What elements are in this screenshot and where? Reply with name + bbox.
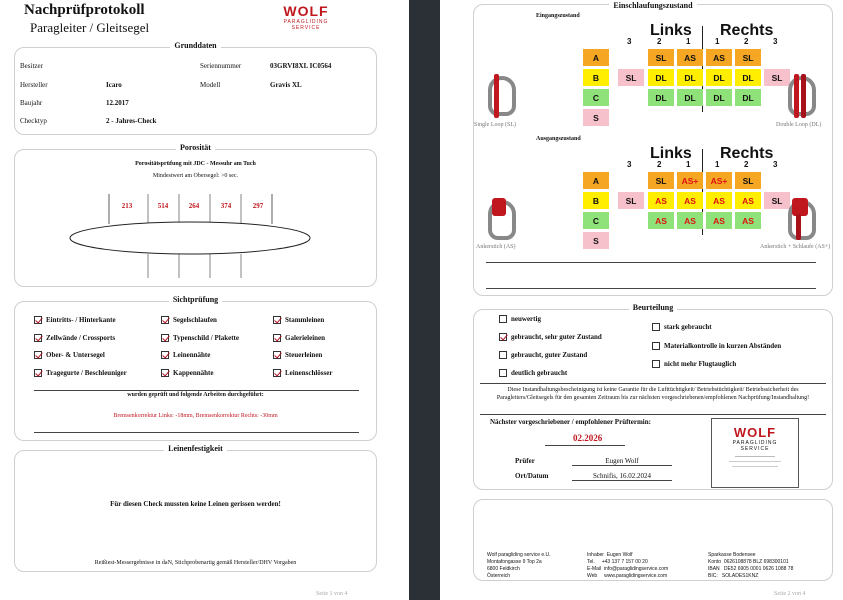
line-cell: SL	[764, 192, 790, 209]
sicht-item-label: Leinennähte	[173, 351, 211, 359]
footer-line: E-Mail info@paraglidingservice.com	[587, 566, 669, 572]
beurteilung-option	[499, 351, 587, 359]
line-cell: SL	[618, 69, 644, 86]
ankerstich-image	[486, 198, 520, 244]
page-subtitle: Paragleiter / Gleitsegel	[30, 20, 150, 35]
column-number: 2	[657, 160, 662, 169]
line-cell: DL	[648, 69, 674, 86]
protocol-page-1	[0, 0, 409, 600]
next-check-date: 02.2026	[573, 433, 603, 443]
footer-line: IBAN DE52 6905 0001 0626 1088 78	[708, 566, 794, 572]
checkbox[interactable]	[161, 334, 169, 342]
line-cell: AS	[677, 212, 703, 229]
checkbox[interactable]	[161, 316, 169, 324]
line-cell: AS	[648, 212, 674, 229]
sicht-item-label: Typenschild / Plakette	[173, 334, 239, 342]
sicht-item-label: Ober- & Untersegel	[46, 351, 105, 359]
beurteilung-title: Beurteilung	[629, 303, 677, 312]
next-check-label: Nächster vorgeschriebener / empfohlener Prüftermin:	[490, 418, 651, 426]
footer-line: Österreich	[487, 573, 511, 579]
sicht-item	[273, 334, 325, 342]
column-number: 3	[627, 37, 632, 46]
line-cell: SL	[735, 49, 761, 66]
sicht-item-label: Segelschlaufen	[173, 316, 217, 324]
page-title: Nachprüfprotokoll	[24, 2, 145, 18]
footer-line: Sparkasse Bodensee	[708, 552, 756, 558]
arbeiten-label: wurden geprüft und folgende Arbeiten durchgeführt:	[127, 392, 264, 398]
hersteller-label: Hersteller	[20, 81, 48, 89]
checkbox[interactable]	[499, 369, 507, 377]
single-loop-label: Single Loop (SL)	[474, 122, 516, 128]
ankerstich-label: Ankerstich (AS)	[476, 244, 516, 250]
sicht-item	[34, 334, 115, 342]
line-cell: AS	[735, 192, 761, 209]
sicht-item	[34, 316, 116, 324]
rechts-header: Rechts	[720, 145, 774, 162]
column-number: 1	[686, 160, 691, 169]
footer-line: Konto 0626108878 BLZ 698300101	[708, 559, 789, 565]
ankerstich-plus-image	[786, 198, 820, 244]
line-cell: AS+	[677, 172, 703, 189]
line-cell: DL	[706, 89, 732, 106]
line-cell: DL	[677, 89, 703, 106]
single-loop-image	[486, 74, 520, 120]
checkbox[interactable]	[499, 333, 507, 341]
line-cell: AS	[735, 212, 761, 229]
row-label-B: B	[583, 192, 609, 209]
sicht-item-label: Kappennähte	[173, 369, 214, 377]
grunddaten-title: Grunddaten	[170, 41, 220, 50]
ort-label: Ort/Datum	[515, 472, 549, 480]
column-number: 1	[715, 37, 720, 46]
beurteilung-option	[499, 333, 602, 341]
column-number: 3	[773, 160, 778, 169]
line-cell: SL	[764, 69, 790, 86]
sicht-item	[161, 369, 213, 377]
row-label-S: S	[583, 109, 609, 126]
line-cell: AS	[706, 192, 732, 209]
leinenfestigkeit-box	[14, 444, 377, 572]
checkbox[interactable]	[273, 351, 281, 359]
checkbox[interactable]	[273, 369, 281, 377]
option-label: gebraucht, guter Zustand	[511, 351, 588, 359]
column-number: 2	[657, 37, 662, 46]
porosity-value-1: 213	[121, 202, 133, 210]
line-cell: AS	[677, 192, 703, 209]
footer-line: Tel. +43 137 7 157 00 20	[587, 559, 648, 565]
footer-line: Wolf paragliding service e.U.	[487, 552, 551, 558]
sicht-item-label: Galerieleinen	[285, 334, 326, 342]
porositaet-min: Mindestwert am Obersegel: >0 sec.	[152, 173, 239, 179]
checkbox[interactable]	[273, 316, 281, 324]
row-label-A: A	[583, 172, 609, 189]
checkbox[interactable]	[499, 351, 507, 359]
porositaet-title: Porosität	[176, 143, 215, 152]
porosity-value-3: 264	[188, 202, 200, 210]
serien-label: Seriennummer	[200, 62, 242, 70]
option-label: deutlich gebraucht	[511, 369, 568, 377]
modell-label: Modell	[200, 81, 221, 89]
column-number: 3	[773, 37, 778, 46]
wolf-logo: WOLF PARAGLIDING SERVICE	[283, 3, 329, 31]
checktyp-value: 2 - Jahres-Check	[106, 117, 157, 125]
row-label-B: B	[583, 69, 609, 86]
sicht-item-label: Eintritts- / Hinterkante	[46, 316, 116, 324]
einschlauf-title: Einschlaufungszustand	[609, 1, 696, 10]
porosity-value-2: 514	[157, 202, 169, 210]
page-number-2: Seite 2 von 4	[774, 591, 806, 597]
grunddaten-box	[14, 41, 377, 135]
option-label: neuwertig	[511, 315, 541, 323]
double-loop-image	[786, 74, 820, 120]
line-cell: SL	[648, 49, 674, 66]
beurteilung-option	[652, 342, 781, 350]
sicht-item	[161, 334, 239, 342]
line-cell: DL	[677, 69, 703, 86]
option-label: gebraucht, sehr guter Zustand	[511, 333, 602, 341]
sicht-item	[273, 369, 332, 377]
line-cell: AS	[706, 49, 732, 66]
eingang-label: Eingangszustand	[536, 13, 580, 19]
sicht-title: Sichtprüfung	[169, 295, 222, 304]
rechts-header: Rechts	[720, 22, 774, 39]
line-cell: DL	[648, 89, 674, 106]
column-number: 1	[715, 160, 720, 169]
checkbox[interactable]	[161, 351, 169, 359]
checktyp-label: Checktyp	[20, 117, 47, 125]
double-loop-label: Double Loop (DL)	[776, 122, 822, 128]
sicht-item	[273, 351, 322, 359]
hersteller-value: Icaro	[106, 81, 122, 89]
links-header: Links	[650, 22, 692, 39]
checkbox[interactable]	[34, 334, 42, 342]
column-number: 3	[627, 160, 632, 169]
checkbox[interactable]	[273, 334, 281, 342]
line-cell: DL	[706, 69, 732, 86]
beurteilung-option	[499, 369, 567, 377]
checkbox[interactable]	[652, 342, 660, 350]
column-number: 1	[686, 37, 691, 46]
arbeiten-text: Bremsenkorrektur Links: -18mm, Bremsenkorrektur Rechts: -30mm	[113, 413, 278, 419]
footer-line: Montafongasse 9 Top 2a	[487, 559, 542, 565]
pruefer-value: Eugen Wolf	[572, 457, 672, 466]
porositaet-heading: Porositätsprüfung mit JDC - Messuhr am Tuch	[135, 161, 256, 167]
line-cell: AS	[706, 212, 732, 229]
row-label-S: S	[583, 232, 609, 249]
sicht-item-label: Steuerleinen	[285, 351, 323, 359]
sicht-item	[161, 316, 217, 324]
checkbox[interactable]	[652, 323, 660, 331]
checkbox[interactable]	[34, 316, 42, 324]
footer-line: Web www.paraglidingservice.com	[587, 573, 668, 579]
column-number: 2	[744, 160, 749, 169]
column-number: 2	[744, 37, 749, 46]
ausgang-label: Ausgangszustand	[536, 136, 581, 142]
company-stamp: WOLF PARAGLIDING SERVICE	[711, 418, 799, 488]
line-cell: DL	[735, 69, 761, 86]
sicht-item	[34, 351, 105, 359]
footer-line: 6800 Feldkirch	[487, 566, 520, 572]
beurteilung-option	[499, 315, 541, 323]
line-cell: SL	[648, 172, 674, 189]
pruefer-label: Prüfer	[515, 457, 535, 465]
modell-value: Gravis XL	[270, 81, 302, 89]
leinen-title: Leinenfestigkeit	[164, 444, 227, 453]
row-label-C: C	[583, 212, 609, 229]
checkbox[interactable]	[499, 315, 507, 323]
leinen-footer: Reißtest-Messergebnisse in daN, Stichprobenartig gemäß Hersteller/DHV Vorgaben	[94, 560, 297, 566]
viewer-gutter	[409, 0, 440, 600]
protocol-page-2	[440, 0, 843, 600]
line-cell: AS	[677, 49, 703, 66]
baujahr-label: Baujahr	[20, 99, 43, 107]
option-label: nicht mehr Flugtauglich	[664, 360, 737, 368]
line-cell: SL	[735, 172, 761, 189]
checkbox[interactable]	[34, 369, 42, 377]
sicht-item-label: Tragegurte / Beschleuniger	[46, 369, 127, 377]
line-cell: SL	[618, 192, 644, 209]
option-label: stark gebraucht	[664, 323, 712, 331]
checkbox[interactable]	[161, 369, 169, 377]
sicht-item-label: Stammleinen	[285, 316, 325, 324]
ort-value: Schnifis, 16.02.2024	[572, 472, 672, 481]
beurteilung-option	[652, 360, 736, 368]
serien-value: 03GRVI8XL IC0564	[270, 62, 332, 70]
footer-line: BIC: SOLADES1KNZ	[708, 573, 759, 579]
sicht-item	[161, 351, 210, 359]
option-label: Materialkontrolle in kurzen Abständen	[664, 342, 782, 350]
links-header: Links	[650, 145, 692, 162]
line-cell: AS	[648, 192, 674, 209]
leinen-text: Für diesen Check mussten keine Leinen gerissen werden!	[110, 500, 281, 508]
disclaimer: Diese Instandhaltungsbescheinigung ist keine Garantie für die Lufttüchtigkeit/ Betriebstüchtigkeit/ Betriebssicherheit des Paragleiters/Gleitsegels für den gesamten Zeitraum bis zur nächsten vorgeschriebenen/empfohlenen Nachprüfung/Instandhaltung!	[496, 387, 810, 401]
besitzer-label: Besitzer	[20, 62, 43, 70]
row-label-C: C	[583, 89, 609, 106]
sicht-item	[273, 316, 324, 324]
line-cell: AS+	[706, 172, 732, 189]
ankerstich-plus-label: Ankerstich + Schlaufe (AS+)	[760, 244, 831, 250]
sicht-item-label: Zellwände / Crossports	[46, 334, 116, 342]
row-label-A: A	[583, 49, 609, 66]
footer-line: Inhaber Eugen Wolf	[587, 552, 633, 558]
baujahr-value: 12.2017	[106, 99, 129, 107]
sicht-item-label: Leinenschlösser	[285, 369, 333, 377]
sicht-item	[34, 369, 127, 377]
beurteilung-option	[652, 323, 712, 331]
page-number-1: Seite 1 von 4	[316, 591, 348, 597]
line-cell: DL	[735, 89, 761, 106]
porosity-value-5: 297	[252, 202, 264, 210]
checkbox[interactable]	[34, 351, 42, 359]
checkbox[interactable]	[652, 360, 660, 368]
porosity-value-4: 374	[220, 202, 232, 210]
